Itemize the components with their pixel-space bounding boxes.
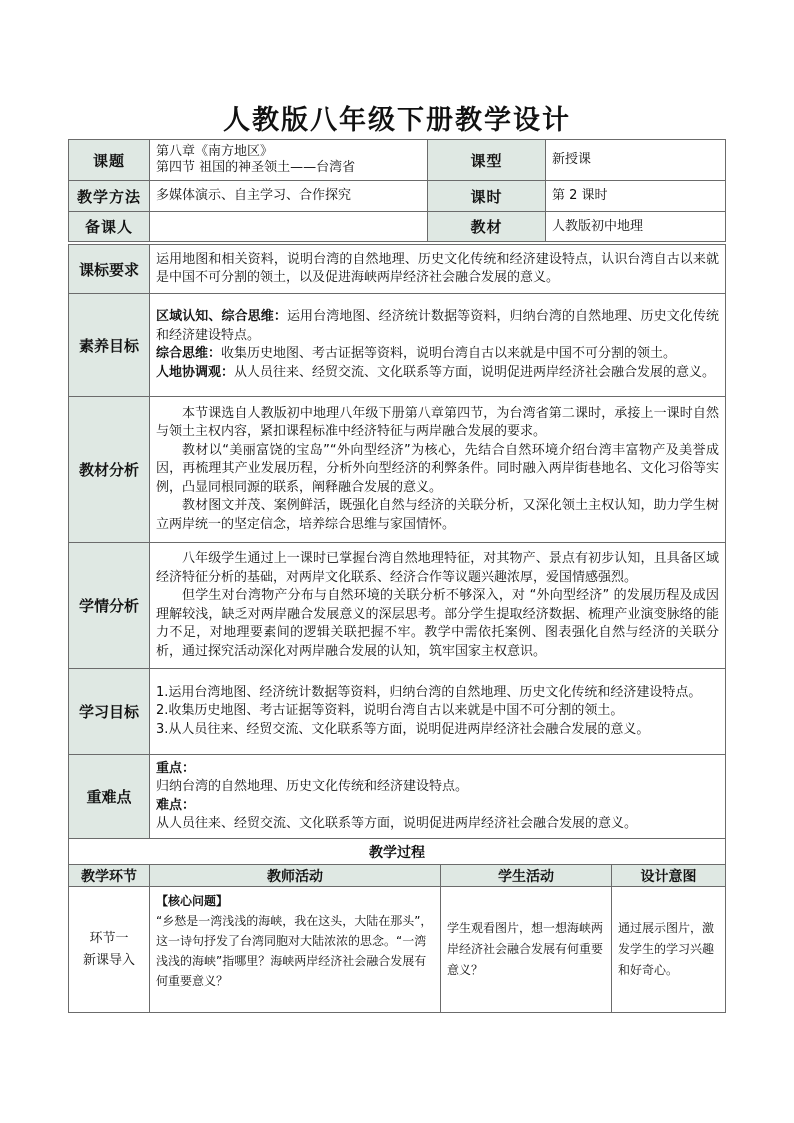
- process-title: 教学过程: [69, 839, 726, 865]
- topic-line1: 第八章《南方地区》: [156, 144, 274, 159]
- student-activity-cell: 学生观看图片，想一想海峡两岸经济社会融合发展有何重要意义？: [441, 887, 612, 1013]
- objectives-content: [150, 669, 726, 755]
- intent-cell: 通过展示图片，激发学生的学习兴趣和好奇心。: [612, 887, 726, 1013]
- standard-label: 课标要求: [69, 245, 150, 294]
- key-point-text: 归纳台湾的自然地理、历史文化传统和经济建设特点。: [156, 779, 469, 794]
- hours-value: 第 2 课时: [546, 181, 726, 212]
- header-table: [68, 139, 726, 242]
- preparer-label: 备课人: [69, 212, 150, 242]
- analysis-paragraph: 教材以“美丽富饶的宝岛”“外向型经济”为核心，先结合自然环境介绍台湾丰富物产及美誉成因，再梳理其产业发展历程，分析外向型经济的利弊条件。同时融入两岸街巷地名、文化习俗等实例，凸显同根同源的联系，阐释融合发展的意义。: [156, 442, 719, 495]
- hours-label: 课时: [428, 181, 546, 212]
- table-row: [69, 887, 726, 1013]
- topic-line2: 第四节 祖国的神圣领土——台湾省: [156, 160, 356, 175]
- teacher-activity-cell: [150, 887, 441, 1013]
- standard-text: 运用地图和相关资料，说明台湾的自然地理、历史文化传统和经济建设特点，认识台湾自古以来就是中国不可分割的领土，以及促进海峡两岸经济社会融合发展的意义。: [150, 245, 726, 294]
- col-header-stage: 教学环节: [69, 865, 150, 887]
- objective-item: 1.运用台湾地图、经济统计数据等资料，归纳台湾的自然地理、历史文化传统和经济建设特点。: [156, 684, 702, 700]
- literacy-content: [150, 294, 726, 397]
- type-label: 课型: [428, 140, 546, 181]
- difficulty-text: 从人员往来、经贸交流、文化联系等方面，说明促进两岸经济社会融合发展的意义。: [156, 816, 638, 831]
- literacy-item: 人地协调观：从人员往来、经贸交流、文化联系等方面，说明促进两岸经济社会融合发展的意义。: [156, 364, 716, 380]
- objective-item: 2.收集历史地图、考古证据等资料，说明台湾自古以来就是中国不可分割的领土。: [156, 703, 624, 719]
- topic-value: [150, 140, 428, 181]
- col-header-teacher: 教师活动: [150, 865, 441, 887]
- student-paragraph: 八年级学生通过上一课时已掌握台湾自然地理特征，对其物产、景点有初步认知，且具备区域经济特征分析的基础，对两岸文化联系、经济合作等议题兴趣浓厚，爱国情感强烈。: [156, 551, 719, 585]
- method-label: 教学方法: [69, 181, 150, 212]
- textbook-analysis-label: 教材分析: [69, 397, 150, 543]
- process-table: [68, 838, 726, 1013]
- analysis-paragraph: 本节课选自人教版初中地理八年级下册第八章第四节，为台湾省第二课时，承接上一课时自然与领土主权内容，紧扣课程标准中经济特征与两岸融合发展的要求。: [156, 405, 719, 440]
- content-table: [68, 244, 726, 839]
- objective-item: 3.从人员往来、经贸交流、文化联系等方面，说明促进两岸经济社会融合发展的意义。: [156, 721, 650, 737]
- teacher-activity-text: “乡愁是一湾浅浅的海峡，我在这头，大陆在那头”，这一诗句抒发了台湾同胞对大陆浓浓的思念。“一湾浅浅的海峡”指哪里？海峡两岸经济社会融合发展有何重要意义？: [156, 914, 433, 988]
- textbook-value: 人教版初中地理: [546, 212, 726, 242]
- type-value: 新授课: [546, 140, 726, 181]
- student-analysis-label: 学情分析: [69, 543, 150, 669]
- stage-line1: 环节一: [89, 930, 129, 946]
- objectives-label: 学习目标: [69, 669, 150, 755]
- method-value: 多媒体演示、自主学习、合作探究: [150, 181, 428, 212]
- stage-cell: [69, 887, 150, 1013]
- key-point-lead: 重点：: [156, 760, 196, 776]
- topic-label: 课题: [69, 140, 150, 181]
- preparer-value: [150, 212, 428, 242]
- page-title: 人教版八年级下册教学设计: [223, 105, 571, 136]
- textbook-label: 教材: [428, 212, 546, 242]
- key-points-content: [150, 755, 726, 839]
- literacy-item: 区域认知、综合思维：运用台湾地图、经济统计数据等资料，归纳台湾的自然地理、历史文化传统和经济建设特点。: [156, 309, 719, 343]
- col-header-intent: 设计意图: [612, 865, 726, 887]
- key-points-label: 重难点: [69, 755, 150, 839]
- student-paragraph: 但学生对台湾物产分布与自然环境的关联分析不够深入，对 “外向型经济” 的发展历程及成因理解较浅，缺乏对两岸融合发展意义的深层思考。部分学生提取经济数据、梳理产业演变脉络的能力不足，对地理要素间的逻辑关联把握不牢。教学中需依托案例、图表强化自然与经济的关联分析，通过探究活动深化对两岸融合发展的认知，筑牢国家主权意识。: [156, 588, 719, 659]
- stage-line2: 新课导入: [82, 952, 135, 968]
- col-header-student: 学生活动: [441, 865, 612, 887]
- difficulty-lead: 难点：: [156, 797, 196, 813]
- literacy-label: 素养目标: [69, 294, 150, 397]
- textbook-analysis-content: [150, 397, 726, 543]
- student-analysis-content: [150, 543, 726, 669]
- teacher-activity-lead: 【核心问题】: [156, 894, 229, 908]
- analysis-paragraph: 教材图文并茂、案例鲜活，既强化自然与经济的关联分析，又深化领土主权认知，助力学生树立两岸统一的坚定信念，培养综合思维与家国情怀。: [156, 498, 719, 532]
- literacy-item: 综合思维：收集历史地图、考古证据等资料，说明台湾自古以来就是中国不可分割的领土。: [156, 346, 677, 361]
